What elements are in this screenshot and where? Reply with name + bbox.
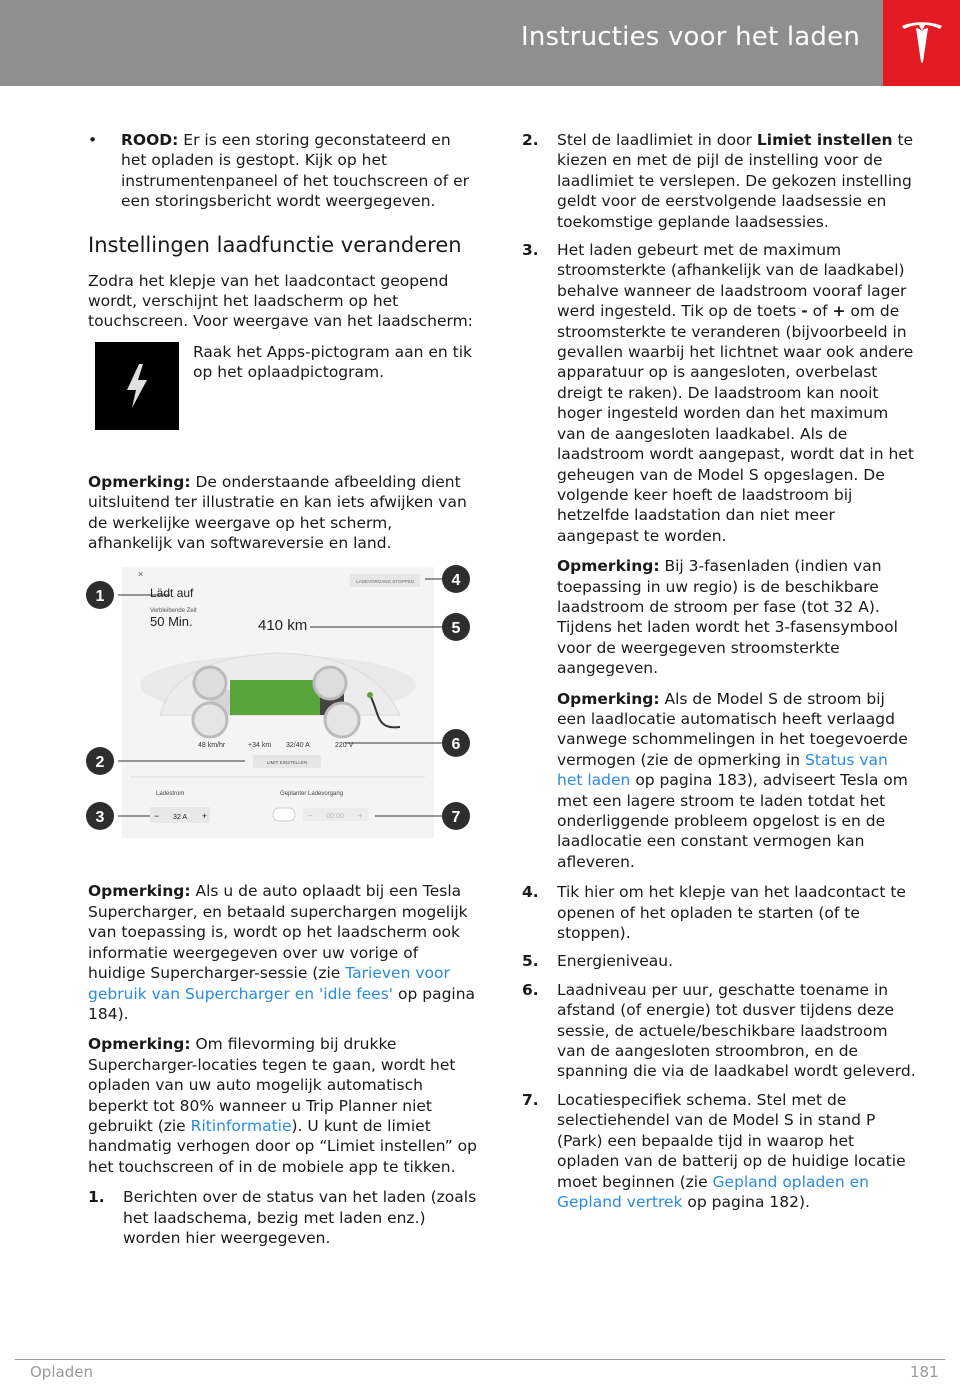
charging-screen-illustration: [80, 565, 480, 845]
list-text: Het laden gebeurt met de maximum stroomsterkte (afhankelijk van de laadkabel) behalve wanneer de laadstroom vooraf lager werd ingesteld. Tik op de toets - of + om de stroomsterkte te veranderen (bijvoorbeeld in gevallen waarbij het lichtnet waar ook andere apparatuur op is aangesloten, overbelast dreigt te raken). De laadstroom kan nooit hoger ingesteld worden dan het maximum van de aangesloten laadkabel. Als de laadstroom wordt aangepast, wordt dat in het geheugen van de Model S opgeslagen. De volgende keer hoeft de laadstroom bij hetzelfde laadstation dan niet meer aangepast te worden.: [557, 241, 914, 545]
charging-icon: [95, 342, 179, 430]
note-text: Bij 3-fasenladen (indien van toepassing in uw regio) is de beschikbare laadstroom de stroom per fase (tot 32 A). Tijdens het laden wordt het 3-fasensymbool voor de weergegeven stroomsterkte aangegeven.: [557, 557, 898, 678]
callout-num-6: 6: [451, 736, 461, 754]
scheduled-plus: +: [358, 811, 363, 821]
amps-plus: +: [202, 811, 208, 822]
note-text: Als u de auto oplaadt bij een Tesla Supercharger, en betaald superchargen mogelijk van toepassing is, wordt op het laadscherm ook informatie weergegeven over uw vorige of huidige Supercharger-sessie (zie: [88, 882, 468, 983]
list-number: 6.: [522, 980, 539, 999]
bullet-red: [88, 130, 480, 212]
schedule-toggle-shape: [273, 808, 295, 821]
note-label: Opmerking:: [557, 689, 660, 708]
remaining-label: Verbleibende Zeit: [150, 608, 197, 615]
callout-num-3: 3: [95, 809, 105, 827]
charging-screen-figure: [80, 565, 480, 865]
list-item-4: [522, 882, 917, 943]
trip-info-link[interactable]: Ritinformatie: [190, 1116, 292, 1135]
list-item-7: [522, 1090, 917, 1212]
note-text: ). U kunt de limiet handmatig verhogen door op “Limiet instellen” op het touchscreen of in de mobiele app te tikken.: [88, 1116, 477, 1176]
current-value: 32/40 A: [286, 742, 310, 750]
callout-num-7: 7: [451, 809, 461, 827]
page-number: 181: [910, 1363, 939, 1381]
note-three-phase: [557, 556, 917, 678]
status-text: Lädt auf: [150, 586, 194, 601]
page-header-title: Instructies voor het laden: [521, 22, 860, 52]
charging-icon-text: Raak het Apps-pictogram aan en tik op het oplaadpictogram.: [193, 342, 472, 382]
wheel-front: [193, 703, 227, 737]
list-item-6: [522, 980, 917, 1082]
rate-value: 48 km/hr: [198, 742, 226, 750]
battery-pack: [230, 680, 320, 715]
list-item-2: [522, 130, 917, 232]
note-text: Als de Model S de stroom bij een laadlocatie automatisch heeft verlaagd vanwege schommelingen in het toegevoerde vermogen (zie de opmerking in: [557, 689, 908, 769]
note-text: op pagina 183), adviseert Tesla om met een lagere stroom te laden totdat het onderliggende probleem opgelost is en de laadlocatie een constant vermogen kan afleveren.: [557, 771, 908, 871]
right-column: [522, 130, 917, 1220]
charging-icon-row: [88, 342, 480, 458]
scheduled-minus: −: [308, 811, 313, 821]
note-label: Opmerking:: [88, 472, 191, 491]
added-value: +34 km: [248, 742, 272, 750]
limit-setting-label: Limiet instellen: [756, 131, 893, 149]
callout-num-4: 4: [451, 572, 461, 590]
list-text: op pagina 182).: [687, 1192, 810, 1211]
note-text: op pagina 184).: [88, 984, 476, 1023]
list-text: Berichten over de status van het laden (zoals het laadschema, bezig met laden enz.) worden hier weergegeven.: [123, 1188, 477, 1247]
amps-value: 32 A: [172, 814, 188, 822]
list-item-3: [522, 240, 917, 872]
list-text: Energieniveau.: [557, 952, 674, 971]
list-text: te kiezen en met de pijl de instelling voor de laadlimiet te verslepen. De gekozen instelling geldt voor de eerstvolgende laadsessie en toekomstige geplande laadsessies.: [557, 131, 914, 231]
callout-num-1: 1: [95, 588, 105, 606]
note-label: Opmerking:: [88, 882, 191, 901]
plus-symbol: +: [832, 302, 846, 321]
note-reduced-current: [557, 689, 917, 873]
scheduled-charging-link[interactable]: Gepland opladen en Gepland vertrek: [557, 1172, 869, 1211]
footer-divider: [15, 1359, 945, 1360]
voltage-value: 220 V: [335, 742, 354, 750]
list-number: 1.: [88, 1188, 105, 1207]
charging-status-link[interactable]: Status van het laden: [557, 750, 888, 790]
note-text: Om filevorming bij drukke Supercharger-locaties tegen te gaan, wordt het opladen van uw auto mogelijk automatisch beperkt tot 80% wanneer u Trip Planner niet gebruikt (zie: [88, 1035, 456, 1135]
intro-paragraph: Zodra het klepje van het laadcontact geopend wordt, verschijnt het laadscherm op het touchscreen. Voor weergave van het laadscherm:: [88, 271, 473, 331]
list-item-5: [522, 951, 917, 971]
note-label: Opmerking:: [557, 557, 660, 576]
bullet-red-label: ROOD:: [121, 131, 179, 149]
list-text: Stel de laadlimiet in door: [557, 131, 752, 149]
range-value: 410 km: [258, 617, 308, 635]
scheduled-time: 00:00: [326, 813, 344, 821]
scheduled-label: Geplanter Ladevorgang: [280, 791, 344, 798]
lightning-bolt-icon: [125, 364, 149, 408]
stop-button-label: LADEVORGANG STOPPEN: [356, 579, 414, 585]
note-congestion: [88, 1034, 480, 1177]
wheel-rear: [325, 703, 359, 737]
list-item-1: [88, 1187, 480, 1248]
wheel-front-top: [194, 667, 226, 699]
bullet-dot: •: [88, 131, 98, 149]
supercharger-fees-link[interactable]: Tarieven voor gebruik van Supercharger en 'idle fees': [88, 964, 450, 1003]
list-number: 5.: [522, 952, 539, 971]
minus-symbol: -: [801, 302, 808, 321]
callout-num-2: 2: [95, 754, 105, 772]
footer-section: Opladen: [30, 1363, 93, 1381]
close-icon: ×: [138, 569, 144, 580]
list-text: Tik hier om het klepje van het laadcontact te openen of het opladen te starten (of te stoppen).: [557, 883, 906, 943]
list-text: Laadniveau per uur, geschatte toename in afstand (of energie) tot dusver tijdens deze sessie, de actuele/beschikbare laadstroom van de aangesloten stroombron, en de spanning die via de laadkabel wordt geleverd.: [557, 980, 916, 1081]
ladestrom-label: Ladestrom: [156, 791, 185, 798]
tesla-logo: [883, 0, 960, 86]
note-text: De onderstaande afbeelding dient uitsluitend ter illustratie en kan iets afwijken van de werkelijke weergave op het scherm, afhankelijk van softwareversie en land.: [88, 472, 467, 553]
wheel-rear-top: [314, 667, 346, 699]
left-column: [88, 130, 480, 1256]
note-label: Opmerking:: [88, 1035, 191, 1054]
remaining-value: 50 Min.: [150, 614, 193, 630]
callout-num-5: 5: [451, 620, 461, 638]
note-illustration: [88, 472, 480, 554]
list-number: 2.: [522, 131, 539, 149]
limit-button-label: LIMIT EINSTELLEN: [266, 760, 308, 766]
amps-minus: −: [154, 811, 160, 822]
list-number: 4.: [522, 883, 539, 902]
list-number: 3.: [522, 241, 539, 260]
tesla-logo-icon: [900, 20, 944, 64]
bullet-red-text: Er is een storing geconstateerd en het opladen is gestopt. Kijk op het instrumentenpaneel of het touchscreen of er een storingsbericht wordt weergegeven.: [121, 131, 470, 211]
charge-port-light: [367, 692, 373, 698]
list-text: Locatiespecifiek schema. Stel met de selectiehendel van de Model S in stand P (Park) een bepaalde tijd in waarop het opladen van de batterij op de huidige locatie moet beginnen (zie: [557, 1090, 906, 1191]
note-supercharger: [88, 881, 480, 1024]
page-header: [0, 0, 960, 86]
section-heading: Instellingen laadfunctie veranderen: [88, 232, 462, 257]
list-number: 7.: [522, 1090, 539, 1109]
